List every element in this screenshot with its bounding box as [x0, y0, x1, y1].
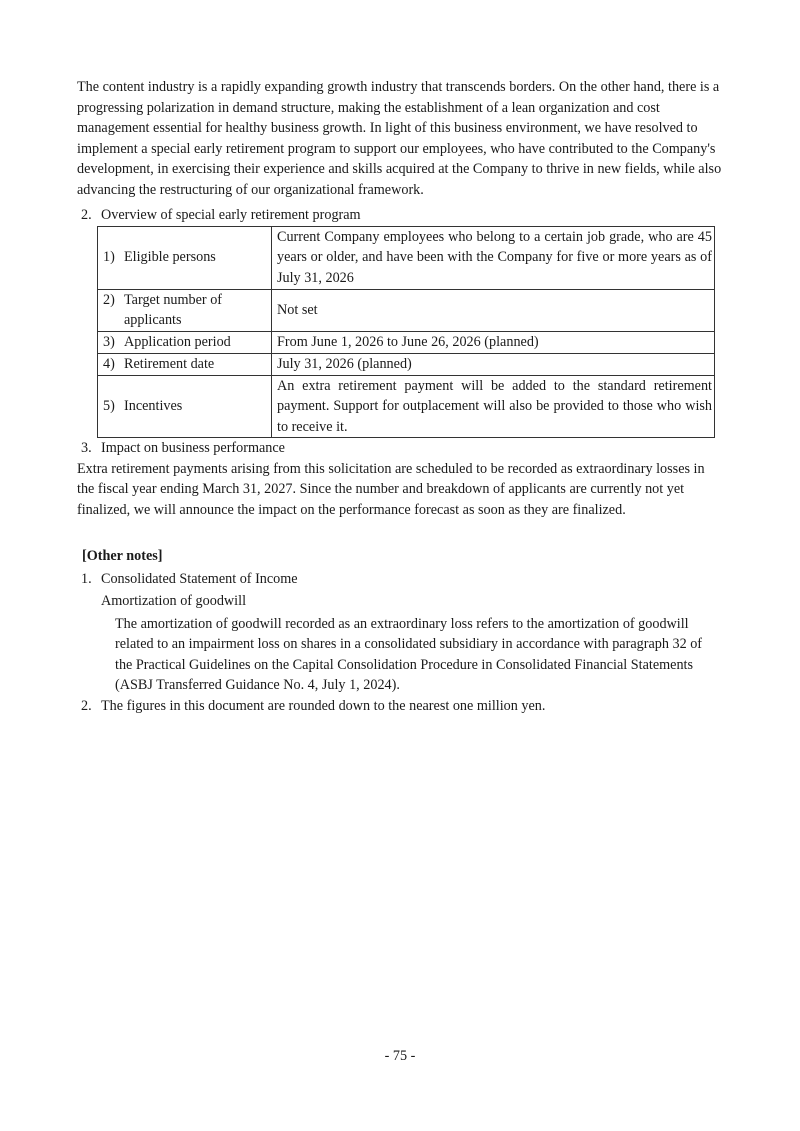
row-number: 1) [103, 249, 115, 266]
goodwill-subheading: Amortization of goodwill [101, 593, 247, 609]
row-number: 5) [103, 398, 115, 414]
page-number: - 75 - [384, 1048, 416, 1064]
row-label-cell [98, 331, 272, 353]
table-row [98, 353, 715, 375]
row-label-cell [98, 375, 272, 438]
section-3-number: 3. [81, 440, 92, 456]
row-label: Target number of applicants [124, 291, 223, 328]
row-label-cell [98, 289, 272, 331]
other-notes-item-2-number: 2. [81, 697, 92, 714]
document-page [77, 77, 722, 716]
row-number: 2) [103, 291, 115, 308]
other-notes-item-1-heading [81, 569, 722, 590]
retirement-program-table [97, 226, 715, 439]
row-value: Not set [272, 289, 715, 331]
section-3-body: Extra retirement payments arising from this solicitation are scheduled to be recorded as extraordinary losses in the fiscal year ending March 31, 2027. Since the number and breakdown of applicants are currently not yet finalized, we will announce the impact on the performance forecast as soon as they are finalized. [77, 460, 705, 518]
row-number: 3) [103, 333, 115, 350]
table-row [98, 289, 715, 331]
section-2-number: 2. [81, 207, 92, 223]
other-notes-item-1-title: Consolidated Statement of Income [101, 570, 298, 587]
row-label: Eligible persons [124, 249, 216, 266]
other-notes-item-2 [81, 696, 722, 717]
row-value: July 31, 2026 (planned) [272, 353, 715, 375]
section-2-title: Overview of special early retirement program [101, 207, 361, 223]
row-label: Incentives [124, 398, 183, 414]
goodwill-body: The amortization of goodwill recorded as an extraordinary loss refers to the amortization of goodwill related to an impairment loss on shares in a consolidated subsidiary in accordance with paragraph 32 of the Practical Guidelines on the Capital Consolidation Procedure in Consolidated Financial Statements (ASBJ Transferred Guidance No. 4, July 1, 2024). [115, 615, 703, 693]
row-label-cell [98, 226, 272, 289]
row-value: Current Company employees who belong to a certain job grade, who are 45 years or older, and have been with the Company for five or more years as of July 31, 2026 [272, 226, 715, 289]
row-label-cell [98, 353, 272, 375]
row-label: Retirement date [124, 355, 215, 372]
row-value: From June 1, 2026 to June 26, 2026 (planned) [272, 331, 715, 353]
row-value: An extra retirement payment will be added to the standard retirement payment. Support for outplacement will also be provided to those who wish to receive it. [272, 375, 715, 438]
row-label: Application period [124, 333, 231, 350]
other-notes-item-1-number: 1. [81, 570, 92, 587]
other-notes-title: [Other notes] [82, 548, 163, 564]
section-3-heading [81, 438, 722, 459]
table-row [98, 375, 715, 438]
row-number: 4) [103, 355, 115, 372]
other-notes-item-2-text: The figures in this document are rounded down to the nearest one million yen. [101, 697, 546, 714]
table-row [98, 331, 715, 353]
intro-paragraph: The content industry is a rapidly expanding growth industry that transcends borders. On the other hand, there is a progressing polarization in demand structure, making the establishment of a lean organization and cost management essential for healthy business growth. In light of this business environment, we have resolved to implement a special early retirement program to support our employees, who have contributed to the Company's development, in exercising their experience and skills acquired at the Company to thrive in new fields, while also advancing the restructuring of our organizational framework. [77, 79, 722, 198]
table-row [98, 226, 715, 289]
section-2-heading [81, 205, 722, 226]
section-3-title: Impact on business performance [101, 440, 285, 456]
